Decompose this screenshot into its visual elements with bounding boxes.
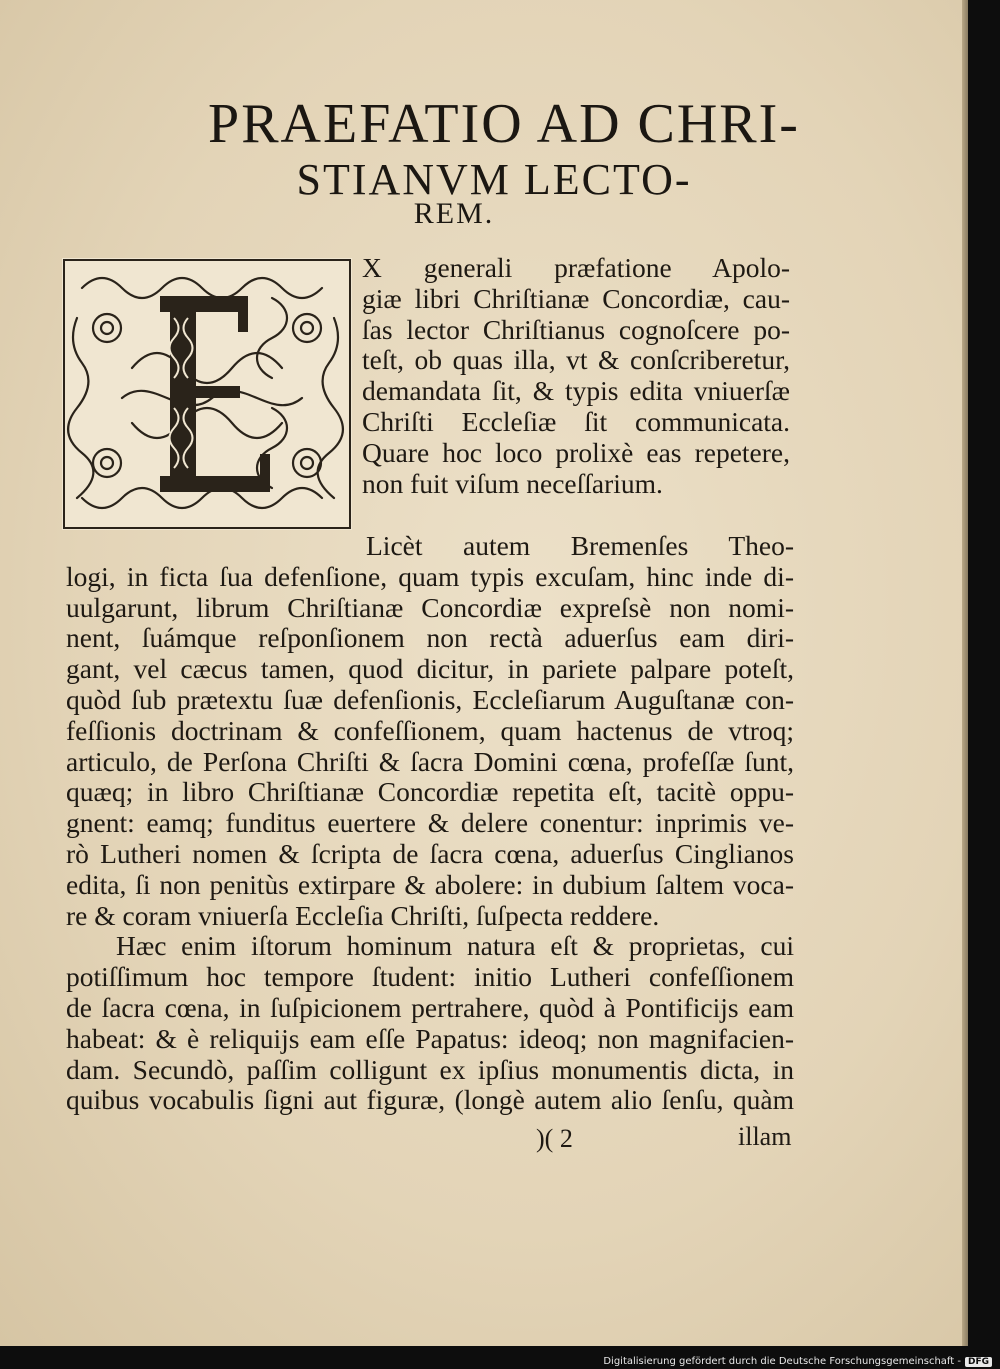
text-line: quæq; in libro Chriſtianæ Concordiæ repetita eſt, tacitè oppu- bbox=[66, 777, 794, 808]
drop-cap-paragraph bbox=[362, 253, 790, 499]
body-text bbox=[66, 531, 794, 1116]
title-line-1: PRAEFATIO AD CHRI- bbox=[208, 93, 800, 155]
text-line: articulo, de Perſona Chriſti & ſacra Domini cœna, profeſſæ ſunt, bbox=[66, 746, 794, 777]
text-line: Licèt autem Bremenſes Theo- bbox=[366, 531, 794, 561]
text-line: demandata ſit, & typis edita vniuerſæ bbox=[362, 376, 790, 407]
catchword: illam bbox=[738, 1122, 792, 1151]
text-line: giæ libri Chriſtianæ Concordiæ, cau- bbox=[362, 283, 790, 314]
text-line: gnent: eamq; funditus euertere & delere conentur: inprimis ve- bbox=[66, 808, 794, 839]
credit-text: Digitalisierung gefördert durch die Deutsche Forschungsgemeinschaft - bbox=[603, 1356, 961, 1367]
ornament-initial-icon bbox=[62, 258, 352, 530]
signature-mark: )( 2 bbox=[536, 1124, 573, 1153]
text-line: ſas lector Chriſtianus cognoſcere po- bbox=[362, 314, 790, 345]
text-line: X generali præfatione Apolo- bbox=[362, 253, 790, 283]
title-line-2: STIANVM LECTO- bbox=[296, 155, 692, 204]
text-line: de ſacra cœna, in ſuſpicionem pertrahere, quòd à Pontificijs eam bbox=[66, 992, 794, 1023]
text-line: feſſionis doctrinam & confeſſionem, quam hactenus de vtroq; bbox=[66, 715, 794, 746]
decorated-initial-e bbox=[62, 258, 352, 530]
text-line: Chriſti Eccleſiæ ſit communicata. bbox=[362, 406, 790, 437]
dfg-logo-icon: DFG bbox=[965, 1357, 992, 1367]
digitization-credit bbox=[603, 1356, 992, 1367]
text-line: edita, ſi non penitùs extirpare & abolere: in dubium ſaltem voca- bbox=[66, 869, 794, 900]
text-line: Quare hoc loco prolixè eas repetere, bbox=[362, 437, 790, 468]
text-line: nent, ſuámque reſponſionem non rectà aduerſus eam diri- bbox=[66, 623, 794, 654]
text-line: logi, in ficta ſua defenſione, quam typis excuſam, hinc inde di- bbox=[66, 561, 794, 592]
text-line: habeat: & è reliquijs eam eſſe Papatus: ideoq; non magnifacien- bbox=[66, 1023, 794, 1054]
title-line-3: REM. bbox=[413, 197, 495, 230]
text-line: potiſſimum hoc tempore ſtudent: initio Lutheri confeſſionem bbox=[66, 962, 794, 993]
text-line: non fuit viſum neceſſarium. bbox=[362, 468, 663, 499]
text-line: re & coram vniuerſa Eccleſia Chriſti, ſuſpecta reddere. bbox=[66, 900, 660, 931]
text-line: teſt, ob quas illa, vt & conſcriberetur, bbox=[362, 345, 790, 376]
text-line: gant, vel cæcus tamen, quod dicitur, in pariete palpare poteſt, bbox=[66, 654, 794, 685]
text-line: quòd ſub prætextu ſuæ defenſionis, Eccleſiarum Auguſtanæ con- bbox=[66, 684, 794, 715]
text-line: quibus vocabulis ſigni aut figuræ, (longè autem alio ſenſu, quàm bbox=[66, 1085, 794, 1116]
text-line: Hæc enim iſtorum hominum natura eſt & proprietas, cui bbox=[116, 931, 794, 962]
text-line: uulgarunt, librum Chriſtianæ Concordiæ expreſsè non nomi- bbox=[66, 592, 794, 623]
text-line: dam. Secundò, paſſim colligunt ex ipſius monumentis dicta, in bbox=[66, 1054, 794, 1085]
text-line: rò Lutheri nomen & ſcripta de ſacra cœna, aduerſus Cinglianos bbox=[66, 838, 794, 869]
